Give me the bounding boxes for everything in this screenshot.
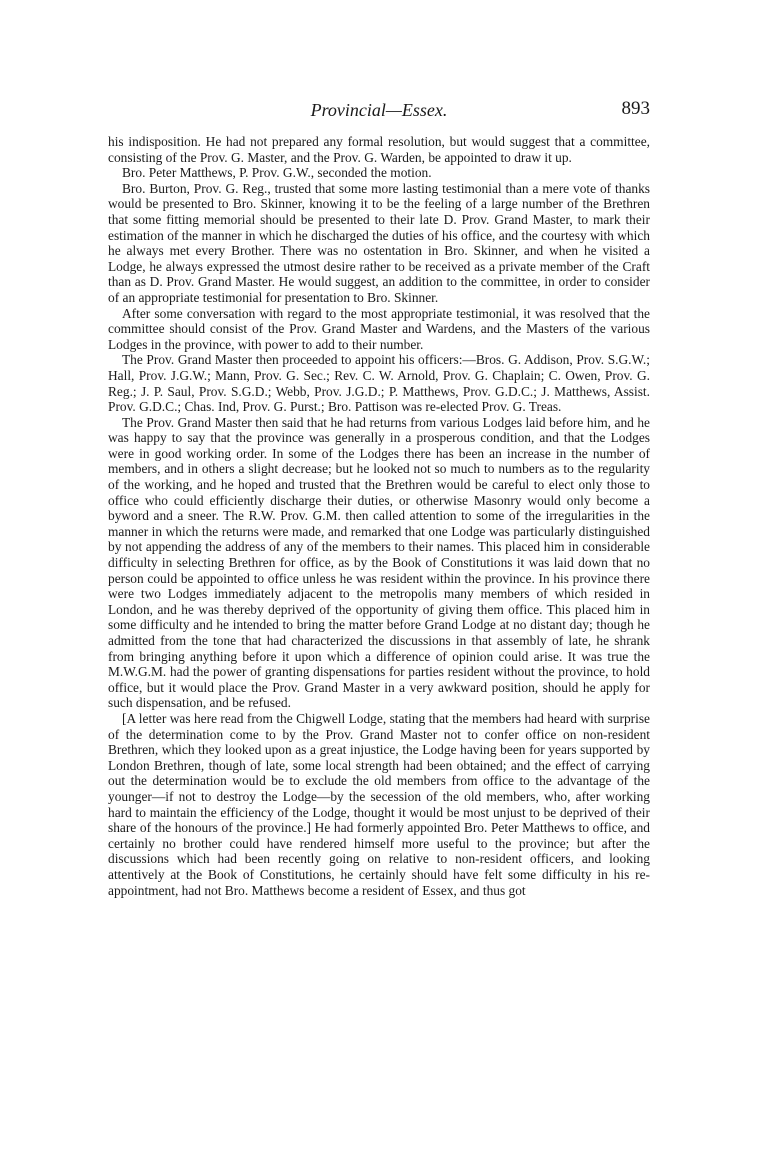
paragraph: Bro. Peter Matthews, P. Prov. G.W., seconded the motion.: [122, 165, 432, 181]
paragraph: After some conversation with regard to the most appropriate testimonial, it was resolved that the committee should consist of the Prov. Grand Master and Wardens, and the Masters of the various Lodges in the province, with power to add to their number.: [108, 305, 650, 352]
paragraph: Bro. Burton, Prov. G. Reg., trusted that some more lasting testimonial than a mere vote of thanks would be presented to Bro. Skinner, knowing it to be the feeling of a large number of the Brethren that some fitting memorial should be presented to their late D. Prov. Grand Master, to mark their estimation of the manner in which he discharged the duties of his office, and the courtesy with which he always met every Brother. There was no ostentation in Bro. Skinner, and when he visited a Lodge, he always expressed the utmost desire rather to be received as a private member of the Craft than as D. Prov. Grand Master. He would suggest, an addition to the committee, in order to consider of an appropriate testimonial for presentation to Bro. Skinner.: [108, 180, 650, 305]
page-title: Provincial—Essex.: [310, 100, 448, 120]
paragraph: The Prov. Grand Master then proceeded to appoint his officers:—Bros. G. Addison, Prov. S.G.W.; Hall, Prov. J.G.W.; Mann, Prov. G. Sec.; Rev. C. W. Arnold, Prov. G. Chaplain; C. Owen, Prov. G. Reg.; J. P. Saul, Prov. S.G.D.; Webb, Prov. J.G.D.; P. Matthews, Prov. G.D.C.; J. Matthews, Assist. Prov. G.D.C.; Chas. Ind, Prov. G. Purst.; Bro. Pattison was re-elected Prov. G. Treas.: [108, 352, 650, 415]
paragraph: his indisposition. He had not prepared any formal resolution, but would suggest that a committee, consisting of the Prov. G. Master, and the Prov. G. Warden, be appointed to draw it up.: [108, 134, 650, 165]
body-text: [108, 134, 650, 898]
page-number: 893: [621, 98, 650, 119]
running-head: [108, 96, 650, 122]
paragraph: [A letter was here read from the Chigwell Lodge, stating that the members had heard with surprise of the determination come to by the Prov. Grand Master not to confer office on non-resident Brethren, which they looked upon as a great injustice, the Lodge having been for years supported by London Brethren, though of late, some local strength had been obtained; and the effect of carrying out the determination would be to exclude the old members from office to the advantage of the younger—if not to destroy the Lodge—by the secession of the old members, who, after working hard to maintain the efficiency of the Lodge, thought it would be most unjust to be deprived of their share of the honours of the province.] He had formerly appointed Bro. Peter Matthews to office, and certainly no brother could have rendered himself more useful to the province; but after the discussions which had been recently going on relative to non-resident officers, and looking attentively at the Book of Constitutions, he certainly should have felt some difficulty in his re-appointment, had not Bro. Matthews become a resident of Essex, and thus got: [108, 710, 650, 898]
document-page: [108, 96, 650, 898]
paragraph: The Prov. Grand Master then said that he had returns from various Lodges laid before him, and he was happy to say that the province was generally in a prosperous condition, and that the Lodges were in good working order. In some of the Lodges there has been an increase in the number of members, and in others a slight decrease; but he looked not so much to numbers as to the regularity of the working, and he hoped and trusted that the Brethren would be careful to elect only those to office who could efficiently discharge their duties, or otherwise Masonry would only become a byword and a sneer. The R.W. Prov. G.M. then called attention to some of the irregularities in the manner in which the returns were made, and remarked that one Lodge was particularly distinguished by not appending the address of any of the members to their names. This placed him in considerable difficulty in selecting Brethren for office, as by the Book of Constitutions it was laid down that no person could be appointed to office unless he was resident within the province. In his province there were two Lodges immediately adjacent to the metropolis many members of which resided in London, and he was thereby deprived of the opportunity of giving them office. This placed him in some difficulty and he intended to bring the matter before Grand Lodge at no distant day; though he admitted from the tone that had characterized the discussions in that assembly of late, he shrank from bringing anything before it upon which a difference of opinion could arise. It was true the M.W.G.M. had the power of granting dispensations for parties resident without the province, to hold office, but it would place the Prov. Grand Master in a very awkward position, should he apply for such dispensation, and be refused.: [108, 414, 650, 711]
